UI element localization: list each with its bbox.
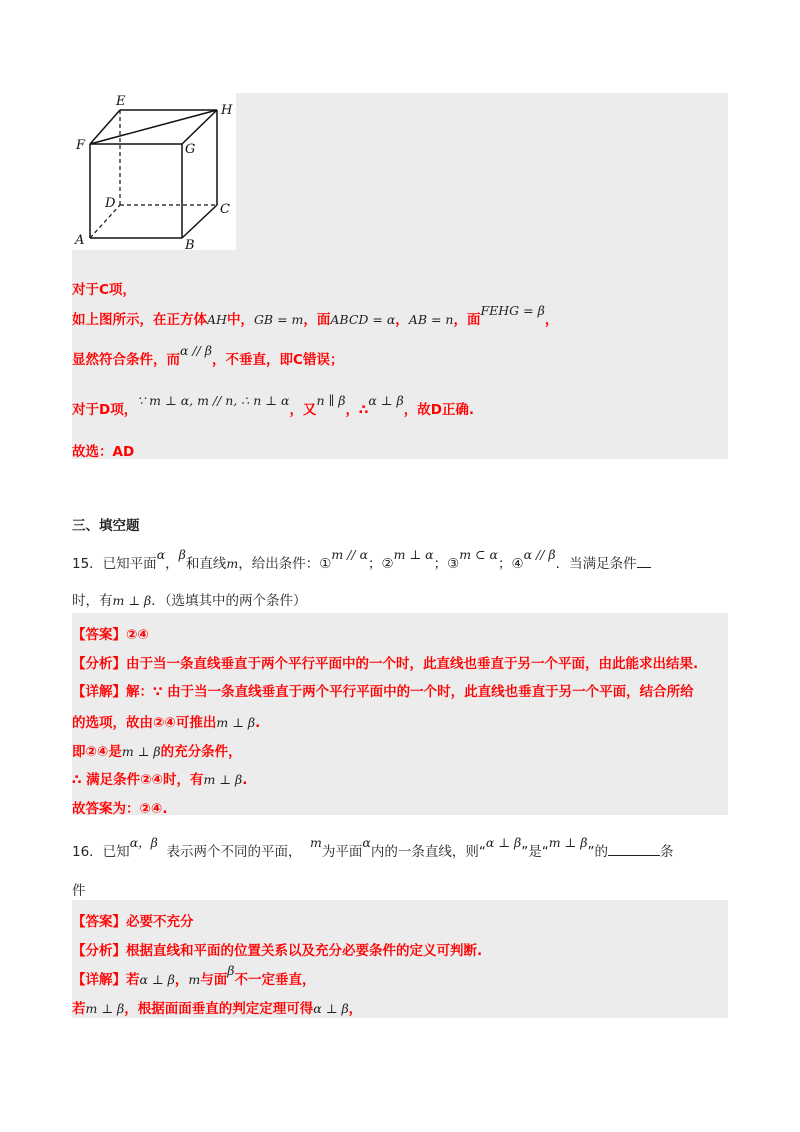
math-alpha-perp-beta: α ⊥ β [313,1001,349,1016]
text-segment: ， [395,312,409,328]
text-segment: ， [348,1001,363,1017]
math-m-perp-beta: m ⊥ β [548,835,588,850]
text-segment: ，给出条件：① [238,556,332,572]
vertex-label-H: H [221,103,233,118]
text-segment: 内的一条直线，则“ [370,844,486,860]
text-segment: 即②④是 [72,744,122,760]
text-segment: ．（选填其中的两个条件） [151,593,307,609]
math-GB-eq-m: GB = m [253,312,304,327]
math-alpha-parallel-beta: α // β [180,343,213,358]
text-segment: 的充分条件， [160,744,242,760]
math-beta: β [178,547,186,562]
text-segment: ，故D正确. [403,402,475,418]
text-segment: ”是“ [521,844,549,860]
answer-text: 必要不充分 [126,914,194,930]
text-segment: ；② [368,556,394,572]
math-since-chain: ∵ m ⊥ α, m // n, ∴ n ⊥ α [137,393,290,408]
text-segment: 16．已知 [72,844,130,860]
math-alpha-beta: α，β [129,835,158,850]
text-segment: 与面 [200,972,228,988]
text-segment: ，面 [303,312,331,328]
solution-c-line3 [72,343,344,368]
math-m-perp-beta: m ⊥ β [203,772,243,787]
analysis-text: 由于当一条直线垂直于两个平行平面中的一个时，此直线也垂直于另一个平面，由此能求出结果. [126,656,699,672]
text-segment: 为平面 [321,844,363,860]
math-m-perp-beta: m ⊥ β [121,744,161,759]
answer-16 [72,910,194,930]
math-alpha-perp-beta: α ⊥ β [368,393,404,408]
detail-tag: 【详解】 [72,972,126,988]
text-segment: ， [165,556,179,572]
edge-BC [182,205,217,238]
math-alpha-perp-beta: α ⊥ β [139,972,175,987]
diagonal-FH [90,110,217,144]
math-AH: AH [207,312,227,327]
text-segment: 的选项，故由②④可推出 [72,715,217,731]
solution-d-line [72,393,475,418]
answer-15 [72,623,149,643]
condition-2: m ⊥ α [393,547,434,562]
text-segment: 条 [660,844,674,860]
text-segment: 不一定垂直， [234,972,316,988]
text-segment: ，面 [453,312,481,328]
solution-c-line2 [72,303,559,328]
detail-15-line4 [72,768,247,788]
text-segment: 中， [226,312,254,328]
vertex-label-B: B [185,238,195,250]
math-m: m [226,556,239,571]
math-FEHG-eq-beta: FEHG = β [480,303,545,318]
answer-tag: 【答案】 [72,914,126,930]
text-segment: 若 [72,1001,86,1017]
text-segment: 如上图所示，在正方体 [72,312,207,328]
analysis-text: 根据直线和平面的位置关系以及充分必要条件的定义可判断. [126,943,483,959]
text-segment: ，∴ [345,402,369,418]
detail-tag: 【详解】 [72,684,126,700]
edge-FE [90,110,120,144]
text-segment: ∴ 满足条件②④时，有 [72,772,204,788]
analysis-tag: 【分析】 [72,656,126,672]
answer-tag: 【答案】 [72,627,126,643]
text-segment: . [255,715,261,731]
question-15-line1 [72,547,651,572]
solution-c-heading: 对于C项， [72,282,136,298]
text-segment: 若 [126,972,140,988]
question-16-line1 [72,835,674,860]
question-16-line2: 件 [72,883,86,899]
text-segment: 表示两个不同的平面， [166,844,302,860]
vertex-label-C: C [220,202,230,217]
text-segment: 对于D项， [72,402,138,418]
text-segment: ．当满足条件 [555,556,637,572]
detail-16-line1 [72,963,316,988]
analysis-16 [72,939,482,959]
vertex-label-G: G [185,142,196,157]
text-segment: ， [174,972,189,988]
text-segment: 时，有 [72,593,113,609]
solution-choice: 故选：AD [72,444,135,460]
vertex-label-D: D [105,196,116,211]
math-m-perp-beta: m ⊥ β [112,593,152,608]
answer-blank[interactable] [637,557,651,568]
detail-15-line3 [72,740,242,760]
text-segment: ， [544,312,559,328]
analysis-tag: 【分析】 [72,943,126,959]
math-alpha: α [362,835,371,850]
text-segment: ，根据面面垂直的判定定理可得 [124,1001,314,1017]
condition-4: α // β [523,547,556,562]
math-beta: β [227,963,235,978]
text-segment: ；④ [497,556,524,572]
section-title: 三、填空题 [72,518,140,534]
text-segment: ，不垂直，即C错误； [212,352,344,368]
detail-15-line5: 故答案为：②④. [72,801,168,817]
cube-diagram [72,93,236,250]
math-m: m [310,835,322,850]
text-segment: . [242,772,248,788]
answer-text: ②④ [126,627,149,643]
question-15-line2 [72,589,307,609]
math-n-parallel-beta: n ∥ β [316,393,346,408]
text-segment: 15．已知平面 [72,556,157,572]
vertex-label-A: A [75,233,85,248]
condition-3: m ⊂ α [459,547,498,562]
math-alpha: α [156,547,166,562]
vertex-label-F: F [76,138,86,153]
answer-blank[interactable] [608,845,660,856]
cube-figure [72,93,236,250]
math-AB-eq-n: AB = n [408,312,454,327]
text-segment: 显然符合条件，而 [72,352,180,368]
text-segment: ”的 [587,844,609,860]
detail-text: 解：∵ 由于当一条直线垂直于两个平行平面中的一个时，此直线也垂直于另一个平面，结合所给 [126,684,694,700]
math-m-perp-beta: m ⊥ β [85,1001,125,1016]
analysis-15 [72,652,698,672]
math-ABCD-eq-alpha: ABCD = α [330,312,396,327]
math-alpha-perp-beta: α ⊥ β [485,835,522,850]
math-m-perp-beta: m ⊥ β [216,715,256,730]
detail-15-line2 [72,711,260,731]
text-segment: 和直线 [185,556,227,572]
text-segment: ；③ [433,556,460,572]
condition-1: m // α [331,547,369,562]
vertex-label-E: E [116,94,126,109]
detail-15-line1 [72,680,694,700]
math-m: m [188,972,201,987]
detail-16-line2 [72,997,362,1017]
text-segment: ，又 [289,402,317,418]
